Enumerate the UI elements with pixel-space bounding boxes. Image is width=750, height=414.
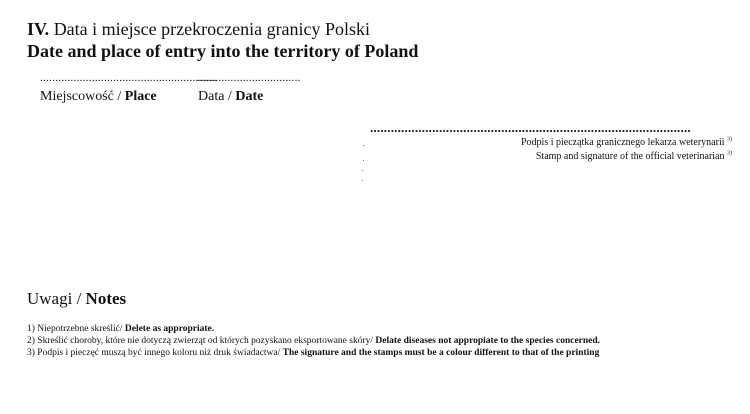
scan-speck	[362, 180, 363, 181]
section-number: IV.	[27, 19, 50, 39]
place-label	[40, 88, 157, 106]
note-2-pl: 2) Skreślić choroby, które nie dotyczą zwierząt od których pozyskano eksportowane skóry/	[27, 336, 376, 346]
section-title	[27, 18, 370, 40]
signature-label-en-ref: 3)	[727, 150, 732, 157]
date-label	[198, 88, 263, 106]
signature-label-pl	[521, 136, 732, 149]
date-label-en: Date	[235, 89, 264, 104]
signature-label-en	[536, 150, 732, 163]
note-2-en: Delate diseases not appropiate to the species concerned.	[375, 336, 601, 346]
section-title-en: Date and place of entry into the territory of Poland	[27, 41, 419, 61]
note-item	[27, 323, 737, 335]
date-field-line[interactable]: ..................................	[197, 72, 301, 84]
note-1-en: Delete as appropriate.	[124, 324, 215, 334]
note-3-en: The signature and the stamps must be a colour different to that of the printing	[282, 348, 600, 358]
notes-title-pl: Uwagi /	[27, 289, 86, 308]
place-label-en: Place	[124, 89, 157, 104]
note-item	[27, 347, 737, 359]
notes-list	[27, 323, 737, 359]
signature-label-pl-text: Podpis i pieczątka granicznego lekarza weterynarii	[520, 137, 725, 148]
notes-title-en: Notes	[85, 289, 127, 308]
scan-speck	[363, 145, 364, 146]
place-field-line[interactable]: ..........................................................	[40, 72, 217, 84]
date-label-pl: Data /	[198, 89, 236, 104]
signature-label-pl-ref: 3)	[727, 136, 732, 143]
signature-field-line[interactable]: .............................................................................................	[370, 120, 691, 135]
signature-label-en-text: Stamp and signature of the official veterinarian	[535, 151, 725, 162]
place-label-pl: Miejscowość /	[40, 89, 125, 104]
section-title-pl: Data i miejsce przekroczenia granicy Polski	[53, 19, 371, 39]
note-3-pl: 3) Podpis i pieczęć muszą być innego koloru niż druk świadactwa/	[27, 348, 283, 358]
scan-speck	[362, 170, 363, 171]
note-item	[27, 335, 737, 347]
note-1-pl: 1) Niepotrzebne skreślić/	[27, 324, 125, 334]
scan-speck	[363, 160, 364, 161]
notes-title	[27, 288, 126, 310]
